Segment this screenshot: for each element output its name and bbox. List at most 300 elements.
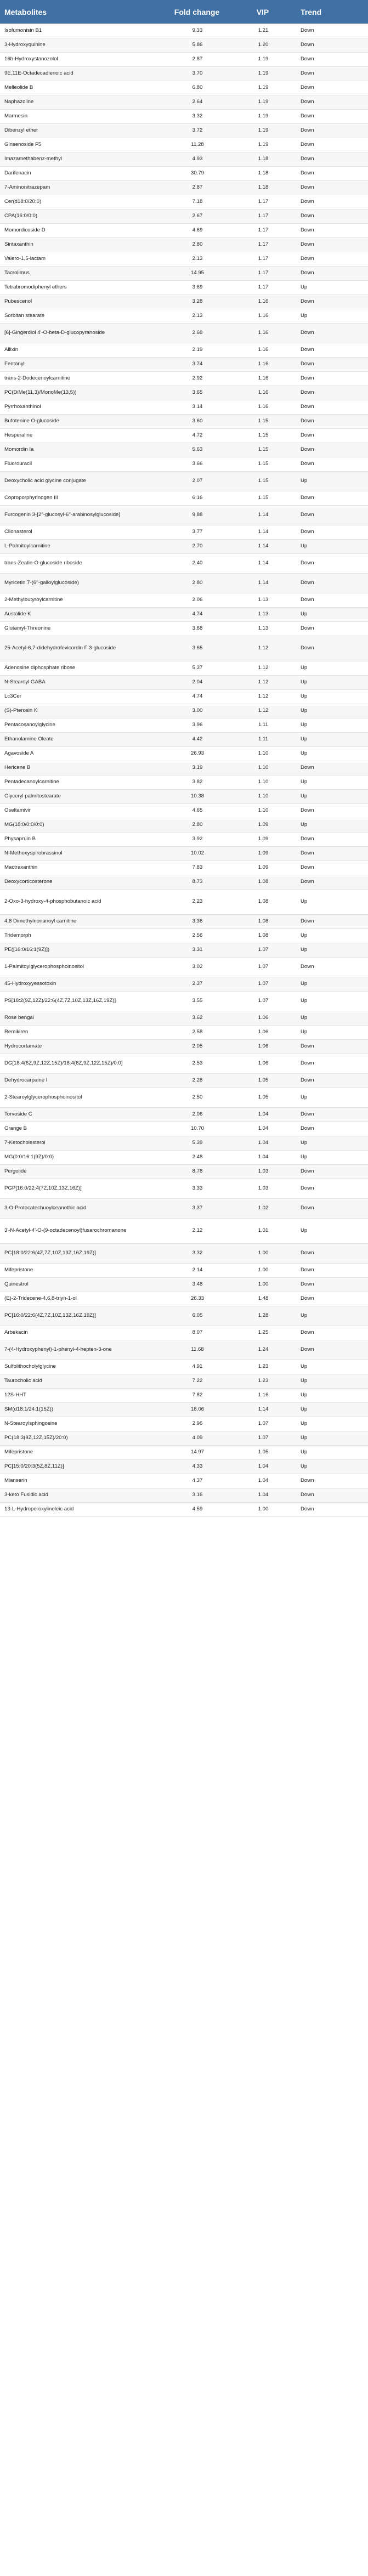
cell-vip: 1.16 <box>230 295 296 309</box>
cell-fold-change: 2.68 <box>165 323 230 343</box>
cell-metabolite: Pubescenol <box>0 295 165 309</box>
cell-metabolite: 3'-N-Acetyl-4'-O-(9-octadecenoyl)fusarochromanone <box>0 1218 165 1243</box>
cell-trend: Down <box>296 266 368 280</box>
cell-metabolite: Bufotenine O-glucoside <box>0 414 165 428</box>
cell-metabolite: Fluorouracil <box>0 457 165 471</box>
cell-trend: Down <box>296 1502 368 1516</box>
cell-vip: 1.04 <box>230 1122 296 1136</box>
cell-vip: 1.17 <box>230 195 296 209</box>
cell-trend: Down <box>296 400 368 414</box>
table-row <box>0 1502 368 1516</box>
cell-fold-change: 8.07 <box>165 1326 230 1340</box>
cell-fold-change: 2.64 <box>165 95 230 109</box>
cell-vip: 1.10 <box>230 775 296 789</box>
table-row <box>0 166 368 180</box>
cell-trend: Down <box>296 1326 368 1340</box>
cell-trend: Down <box>296 38 368 52</box>
cell-fold-change: 3.60 <box>165 414 230 428</box>
table-row <box>0 957 368 977</box>
cell-trend: Down <box>296 180 368 195</box>
cell-metabolite: SM(d18:1/24:1(15Z)) <box>0 1402 165 1417</box>
table-row <box>0 553 368 573</box>
cell-metabolite: Remikiren <box>0 1025 165 1039</box>
cell-fold-change: 3.69 <box>165 280 230 295</box>
table-row <box>0 1388 368 1402</box>
cell-fold-change: 9.33 <box>165 24 230 38</box>
cell-trend: Up <box>296 539 368 553</box>
cell-vip: 1.16 <box>230 400 296 414</box>
cell-vip: 1.17 <box>230 237 296 252</box>
cell-vip: 1.08 <box>230 875 296 889</box>
cell-trend: Down <box>296 957 368 977</box>
cell-trend: Down <box>296 1054 368 1073</box>
cell-fold-change: 2.70 <box>165 539 230 553</box>
cell-vip: 1.17 <box>230 223 296 237</box>
cell-vip: 1.28 <box>230 1306 296 1326</box>
cell-fold-change: 2.80 <box>165 237 230 252</box>
cell-metabolite: (E)-2-Tridecene-4,6,8-triyn-1-ol <box>0 1292 165 1306</box>
table-row <box>0 732 368 746</box>
cell-trend: Down <box>296 1179 368 1198</box>
cell-fold-change: 2.14 <box>165 1263 230 1277</box>
cell-metabolite: PC[15:0/20:3(5Z,8Z,11Z)] <box>0 1459 165 1474</box>
cell-vip: 1.01 <box>230 1218 296 1243</box>
table-row <box>0 1488 368 1502</box>
cell-trend: Down <box>296 832 368 846</box>
cell-vip: 1.06 <box>230 1025 296 1039</box>
cell-vip: 1.06 <box>230 1011 296 1025</box>
table-row <box>0 1243 368 1263</box>
header-metabolites: Metabolites <box>0 0 165 24</box>
cell-metabolite: 7-(4-Hydroxyphenyl)-1-phenyl-4-hepten-3-one <box>0 1340 165 1360</box>
cell-vip: 1.07 <box>230 991 296 1011</box>
cell-fold-change: 2.05 <box>165 1039 230 1054</box>
cell-vip: 1.25 <box>230 1326 296 1340</box>
table-row <box>0 1039 368 1054</box>
cell-vip: 1.08 <box>230 914 296 929</box>
cell-metabolite: 3-Hydroxyquinine <box>0 38 165 52</box>
table-row <box>0 237 368 252</box>
cell-trend: Down <box>296 1243 368 1263</box>
table-row <box>0 929 368 943</box>
table-row <box>0 607 368 621</box>
cell-trend: Down <box>296 252 368 266</box>
cell-fold-change: 3.74 <box>165 357 230 371</box>
table-row <box>0 1459 368 1474</box>
cell-trend: Down <box>296 371 368 386</box>
cell-metabolite: 2-Stearoylglycerophosphoinositol <box>0 1088 165 1107</box>
cell-metabolite: CPA(16:0/0:0) <box>0 209 165 223</box>
table-row <box>0 1122 368 1136</box>
cell-fold-change: 3.19 <box>165 761 230 775</box>
cell-metabolite: Sulfolithocholylglycine <box>0 1360 165 1374</box>
cell-metabolite: 45-Hydroxyyessotoxin <box>0 977 165 991</box>
cell-vip: 1.23 <box>230 1360 296 1374</box>
table-row <box>0 152 368 166</box>
cell-metabolite: Cer(d18:0/20:0) <box>0 195 165 209</box>
cell-trend: Down <box>296 457 368 471</box>
cell-trend: Up <box>296 929 368 943</box>
cell-vip: 1.10 <box>230 803 296 818</box>
table-row <box>0 491 368 505</box>
cell-fold-change: 3.68 <box>165 621 230 636</box>
cell-fold-change: 2.12 <box>165 1218 230 1243</box>
cell-trend: Up <box>296 1306 368 1326</box>
cell-vip: 1.07 <box>230 957 296 977</box>
cell-metabolite: Rose bengal <box>0 1011 165 1025</box>
cell-fold-change: 5.86 <box>165 38 230 52</box>
cell-metabolite: Adenosine diphosphate ribose <box>0 661 165 675</box>
cell-vip: 1.04 <box>230 1459 296 1474</box>
cell-vip: 1.10 <box>230 746 296 761</box>
cell-fold-change: 3.70 <box>165 66 230 81</box>
cell-trend: Down <box>296 860 368 875</box>
cell-trend: Up <box>296 661 368 675</box>
table-row <box>0 295 368 309</box>
cell-fold-change: 3.92 <box>165 832 230 846</box>
cell-trend: Down <box>296 166 368 180</box>
cell-metabolite: PC[18:0/22:6(4Z,7Z,10Z,13Z,16Z,19Z)] <box>0 1243 165 1263</box>
cell-vip: 1.13 <box>230 593 296 607</box>
cell-trend: Down <box>296 875 368 889</box>
cell-metabolite: Austalide K <box>0 607 165 621</box>
cell-trend: Up <box>296 1374 368 1388</box>
table-row <box>0 1025 368 1039</box>
cell-fold-change: 3.14 <box>165 400 230 414</box>
cell-vip: 1.07 <box>230 1431 296 1445</box>
table-row <box>0 505 368 525</box>
cell-fold-change: 30.79 <box>165 166 230 180</box>
cell-metabolite: PE([16:0/16:1(9Z)]) <box>0 943 165 957</box>
cell-metabolite: Glutamyl-Threonine <box>0 621 165 636</box>
table-row <box>0 1402 368 1417</box>
cell-fold-change: 3.65 <box>165 636 230 661</box>
cell-metabolite: Naphazoline <box>0 95 165 109</box>
cell-fold-change: 3.66 <box>165 457 230 471</box>
cell-fold-change: 3.32 <box>165 109 230 123</box>
table-row <box>0 195 368 209</box>
cell-trend: Up <box>296 1445 368 1459</box>
cell-vip: 1.07 <box>230 977 296 991</box>
cell-fold-change: 2.06 <box>165 593 230 607</box>
table-row <box>0 357 368 371</box>
cell-vip: 1.12 <box>230 675 296 689</box>
cell-trend: Up <box>296 889 368 914</box>
table-row <box>0 1198 368 1218</box>
cell-trend: Down <box>296 1340 368 1360</box>
table-row <box>0 746 368 761</box>
cell-fold-change: 2.40 <box>165 553 230 573</box>
table-row <box>0 1326 368 1340</box>
cell-fold-change: 7.83 <box>165 860 230 875</box>
cell-trend: Up <box>296 704 368 718</box>
cell-fold-change: 11.68 <box>165 1340 230 1360</box>
cell-metabolite: Mactraxanthin <box>0 860 165 875</box>
cell-metabolite: MG(18:0/0:0/0:0) <box>0 818 165 832</box>
cell-trend: Up <box>296 789 368 803</box>
cell-fold-change: 2.80 <box>165 818 230 832</box>
table-row <box>0 914 368 929</box>
cell-vip: 1.14 <box>230 539 296 553</box>
cell-vip: 1.12 <box>230 661 296 675</box>
table-body <box>0 24 368 1516</box>
cell-metabolite: Ginsenoside F5 <box>0 138 165 152</box>
cell-metabolite: Pyrrhoxanthinol <box>0 400 165 414</box>
cell-metabolite: 13-L-Hydroperoxylinoleic acid <box>0 1502 165 1516</box>
cell-metabolite: Deoxycholic acid glycine conjugate <box>0 471 165 491</box>
cell-vip: 1.09 <box>230 846 296 860</box>
cell-vip: 1.19 <box>230 123 296 138</box>
cell-metabolite: Sintaxanthin <box>0 237 165 252</box>
cell-metabolite: Agavoside A <box>0 746 165 761</box>
cell-metabolite: 9E,11E-Octadecadienoic acid <box>0 66 165 81</box>
cell-trend: Down <box>296 1164 368 1179</box>
cell-fold-change: 4.74 <box>165 607 230 621</box>
cell-vip: 1.00 <box>230 1277 296 1292</box>
cell-trend: Down <box>296 109 368 123</box>
table-row <box>0 689 368 704</box>
table-header <box>0 0 368 24</box>
cell-fold-change: 4.69 <box>165 223 230 237</box>
cell-fold-change: 4.93 <box>165 152 230 166</box>
cell-trend: Up <box>296 1360 368 1374</box>
cell-fold-change: 4.33 <box>165 1459 230 1474</box>
table-row <box>0 1218 368 1243</box>
cell-vip: 1.18 <box>230 152 296 166</box>
cell-vip: 1.19 <box>230 52 296 66</box>
cell-fold-change: 3.72 <box>165 123 230 138</box>
cell-trend: Up <box>296 775 368 789</box>
cell-trend: Up <box>296 280 368 295</box>
cell-vip: 1.11 <box>230 732 296 746</box>
cell-vip: 1.10 <box>230 761 296 775</box>
cell-vip: 1.17 <box>230 252 296 266</box>
cell-trend: Down <box>296 414 368 428</box>
cell-fold-change: 3.32 <box>165 1243 230 1263</box>
table-row <box>0 343 368 357</box>
cell-trend: Down <box>296 553 368 573</box>
cell-metabolite: Mifepristone <box>0 1263 165 1277</box>
cell-trend: Up <box>296 732 368 746</box>
cell-trend: Down <box>296 525 368 539</box>
cell-fold-change: 6.16 <box>165 491 230 505</box>
cell-metabolite: Momordicoside D <box>0 223 165 237</box>
cell-trend: Up <box>296 1136 368 1150</box>
cell-vip: 1.17 <box>230 266 296 280</box>
cell-fold-change: 14.97 <box>165 1445 230 1459</box>
cell-vip: 1.48 <box>230 1292 296 1306</box>
cell-vip: 1.15 <box>230 414 296 428</box>
cell-trend: Up <box>296 718 368 732</box>
cell-fold-change: 4.72 <box>165 428 230 443</box>
cell-vip: 1.18 <box>230 166 296 180</box>
cell-metabolite: N-Methoxyspirobrassinol <box>0 846 165 860</box>
cell-vip: 1.16 <box>230 323 296 343</box>
cell-vip: 1.05 <box>230 1073 296 1088</box>
cell-trend: Down <box>296 491 368 505</box>
table-row <box>0 1164 368 1179</box>
cell-fold-change: 3.48 <box>165 1277 230 1292</box>
cell-metabolite: (S)-Pterosin K <box>0 704 165 718</box>
cell-trend: Up <box>296 991 368 1011</box>
table-row <box>0 875 368 889</box>
cell-trend: Down <box>296 24 368 38</box>
cell-vip: 1.03 <box>230 1164 296 1179</box>
cell-fold-change: 3.82 <box>165 775 230 789</box>
cell-fold-change: 3.37 <box>165 1198 230 1218</box>
table-row <box>0 138 368 152</box>
cell-vip: 1.15 <box>230 471 296 491</box>
cell-vip: 1.20 <box>230 38 296 52</box>
cell-vip: 1.07 <box>230 943 296 957</box>
cell-vip: 1.16 <box>230 309 296 323</box>
cell-metabolite: Marmesin <box>0 109 165 123</box>
cell-trend: Down <box>296 914 368 929</box>
cell-trend: Down <box>296 1488 368 1502</box>
cell-trend: Up <box>296 977 368 991</box>
cell-metabolite: Oseltamivir <box>0 803 165 818</box>
table-row <box>0 81 368 95</box>
cell-trend: Down <box>296 52 368 66</box>
cell-trend: Down <box>296 1198 368 1218</box>
cell-metabolite: trans-2-Dodecenoylcarnitine <box>0 371 165 386</box>
cell-fold-change: 2.53 <box>165 1054 230 1073</box>
cell-fold-change: 3.02 <box>165 957 230 977</box>
cell-metabolite: PGP[16:0/22:4(7Z,10Z,13Z,16Z)] <box>0 1179 165 1198</box>
cell-fold-change: 7.18 <box>165 195 230 209</box>
table-row <box>0 38 368 52</box>
table-row <box>0 95 368 109</box>
table-row <box>0 761 368 775</box>
table-row <box>0 1292 368 1306</box>
cell-metabolite: Torvoside C <box>0 1107 165 1122</box>
cell-fold-change: 3.65 <box>165 386 230 400</box>
cell-trend: Down <box>296 223 368 237</box>
cell-vip: 1.00 <box>230 1243 296 1263</box>
cell-trend: Down <box>296 343 368 357</box>
cell-metabolite: MG(0:0/16:1(9Z)/0:0) <box>0 1150 165 1164</box>
cell-metabolite: Tacrolimus <box>0 266 165 280</box>
cell-vip: 1.12 <box>230 636 296 661</box>
cell-vip: 1.23 <box>230 1374 296 1388</box>
cell-fold-change: 2.13 <box>165 252 230 266</box>
cell-vip: 1.15 <box>230 457 296 471</box>
cell-fold-change: 2.23 <box>165 889 230 914</box>
table-row <box>0 636 368 661</box>
table-row <box>0 1054 368 1073</box>
cell-fold-change: 3.31 <box>165 943 230 957</box>
cell-metabolite: 4,8 Dimethylnonanoyl carnitine <box>0 914 165 929</box>
cell-trend: Down <box>296 761 368 775</box>
cell-fold-change: 9.88 <box>165 505 230 525</box>
cell-fold-change: 26.93 <box>165 746 230 761</box>
cell-vip: 1.17 <box>230 209 296 223</box>
cell-trend: Up <box>296 689 368 704</box>
table-row <box>0 860 368 875</box>
cell-trend: Down <box>296 1073 368 1088</box>
cell-metabolite: 25-Acetyl-6,7-didehydrofevicordin F 3-glucoside <box>0 636 165 661</box>
table-row <box>0 266 368 280</box>
cell-vip: 1.09 <box>230 818 296 832</box>
table-row <box>0 718 368 732</box>
table-row <box>0 1088 368 1107</box>
cell-metabolite: Imazamethabenz-methyl <box>0 152 165 166</box>
cell-metabolite: Hesperaline <box>0 428 165 443</box>
cell-fold-change: 3.96 <box>165 718 230 732</box>
cell-trend: Up <box>296 471 368 491</box>
cell-metabolite: 3-O-Protocatechuoylceanothic acid <box>0 1198 165 1218</box>
cell-metabolite: Valero-1,5-lactam <box>0 252 165 266</box>
cell-trend: Down <box>296 428 368 443</box>
cell-fold-change: 3.55 <box>165 991 230 1011</box>
cell-vip: 1.14 <box>230 525 296 539</box>
cell-trend: Down <box>296 803 368 818</box>
cell-trend: Up <box>296 1431 368 1445</box>
cell-trend: Up <box>296 1218 368 1243</box>
cell-metabolite: Deoxycorticosterone <box>0 875 165 889</box>
cell-metabolite: Coproporphyrinogen III <box>0 491 165 505</box>
cell-vip: 1.16 <box>230 343 296 357</box>
table-row <box>0 400 368 414</box>
cell-vip: 1.18 <box>230 180 296 195</box>
table-row <box>0 1179 368 1198</box>
cell-trend: Down <box>296 1277 368 1292</box>
table-row <box>0 209 368 223</box>
cell-fold-change: 3.33 <box>165 1179 230 1198</box>
table-row <box>0 252 368 266</box>
cell-trend: Down <box>296 195 368 209</box>
cell-trend: Up <box>296 1417 368 1431</box>
cell-metabolite: Ethanolamine Oleate <box>0 732 165 746</box>
table-row <box>0 24 368 38</box>
table-row <box>0 323 368 343</box>
table-row <box>0 1011 368 1025</box>
table-row <box>0 180 368 195</box>
cell-metabolite: PC[16:0/22:6(4Z,7Z,10Z,13Z,16Z,19Z)] <box>0 1306 165 1326</box>
cell-trend: Down <box>296 1107 368 1122</box>
cell-fold-change: 4.91 <box>165 1360 230 1374</box>
cell-trend: Down <box>296 295 368 309</box>
cell-vip: 1.14 <box>230 505 296 525</box>
cell-metabolite: Furcogenin 3-[2''-glucosyl-6''-arabinosylglucoside] <box>0 505 165 525</box>
cell-fold-change: 2.07 <box>165 471 230 491</box>
cell-fold-change: 3.16 <box>165 1488 230 1502</box>
cell-metabolite: Clionasterol <box>0 525 165 539</box>
cell-fold-change: 4.09 <box>165 1431 230 1445</box>
cell-trend: Up <box>296 309 368 323</box>
cell-metabolite: Isofumonisin B1 <box>0 24 165 38</box>
cell-fold-change: 7.22 <box>165 1374 230 1388</box>
cell-metabolite: Tridemorph <box>0 929 165 943</box>
cell-trend: Down <box>296 1292 368 1306</box>
cell-fold-change: 2.13 <box>165 309 230 323</box>
table-row <box>0 428 368 443</box>
cell-fold-change: 26.33 <box>165 1292 230 1306</box>
cell-vip: 1.04 <box>230 1488 296 1502</box>
cell-fold-change: 2.04 <box>165 675 230 689</box>
cell-trend: Down <box>296 505 368 525</box>
cell-fold-change: 6.80 <box>165 81 230 95</box>
header-row <box>0 0 368 24</box>
cell-metabolite: Lc3Cer <box>0 689 165 704</box>
table-row <box>0 471 368 491</box>
cell-trend: Down <box>296 66 368 81</box>
cell-vip: 1.05 <box>230 1445 296 1459</box>
cell-trend: Down <box>296 621 368 636</box>
cell-fold-change: 18.06 <box>165 1402 230 1417</box>
cell-trend: Down <box>296 1122 368 1136</box>
cell-trend: Up <box>296 1388 368 1402</box>
